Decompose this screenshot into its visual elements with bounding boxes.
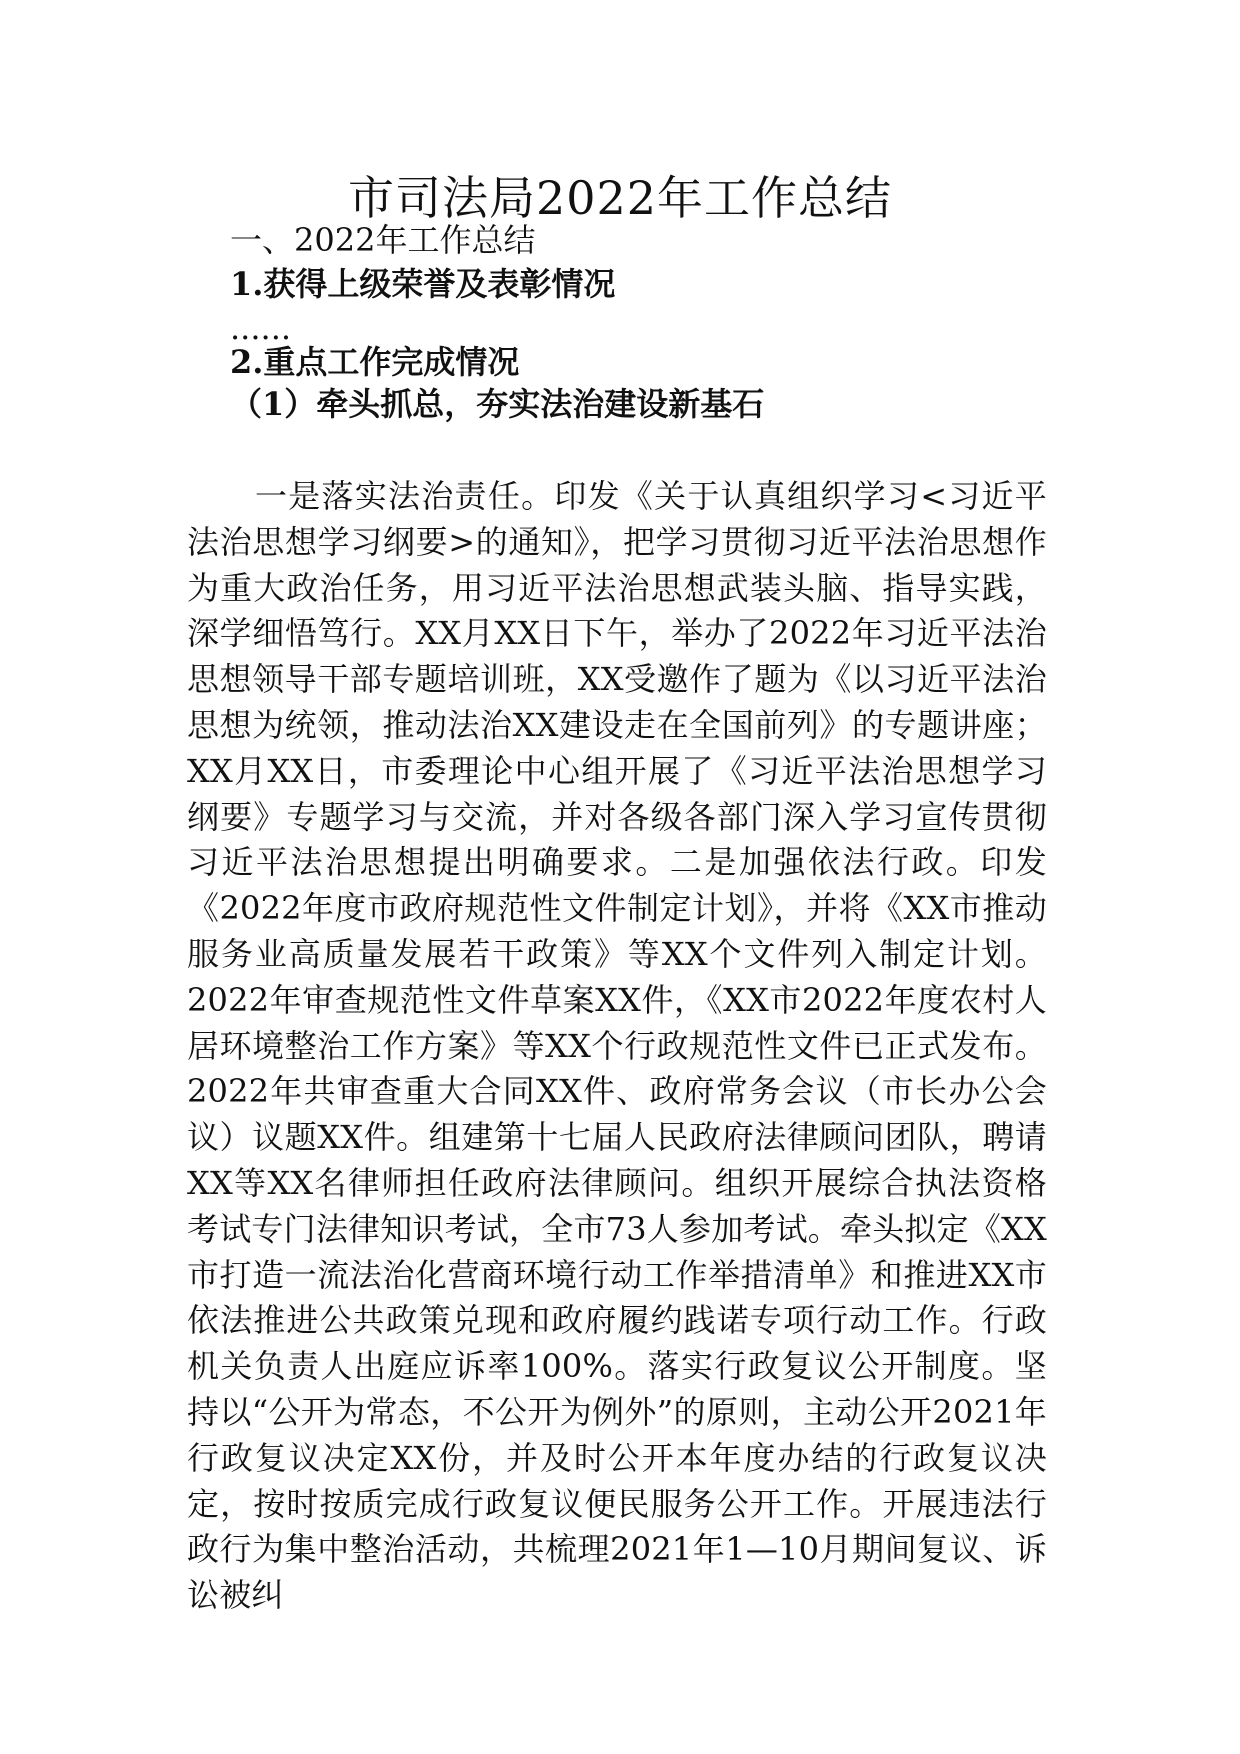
- subheading-honors: 1.获得上级荣誉及表彰情况: [230, 265, 616, 303]
- ellipsis-placeholder: ......: [230, 309, 292, 347]
- section-heading: 一、2022年工作总结: [230, 221, 536, 259]
- body-paragraph: 一是落实法治责任。印发《关于认真组织学习<习近平法治思想学习纲要>的通知》，把学习贯彻习近平法治思想作为重大政治任务，用习近平法治思想武装头脑、指导实践，深学细悟笃行。XX月XX日下午，举办了2022年习近平法治思想领导干部专题培训班，XX受邀作了题为《以习近平法治思想为统领，推动法治XX建设走在全国前列》的专题讲座；XX月XX日，市委理论中心组开展了《习近平法治思想学习纲要》专题学习与交流，并对各级各部门深入学习宣传贯彻习近平法治思想提出明确要求。二是加强依法行政。印发《2022年度市政府规范性文件制定计划》，并将《XX市推动服务业高质量发展若干政策》等XX个文件列入制定计划。2022年审查规范性文件草案XX件，《XX市2022年度农村人居环境整治工作方案》等XX个行政规范性文件已正式发布。2022年共审查重大合同XX件、政府常务会议（市长办公会议）议题XX件。组建第十七届人民政府法律顾问团队，聘请XX等XX名律师担任政府法律顾问。组织开展综合执法资格考试专门法律知识考试，全市73人参加考试。牵头拟定《XX市打造一流法治化营商环境行动工作举措清单》和推进XX市依法推进公共政策兑现和政府履约践诺专项行动工作。行政机关负责人出庭应诉率100%。落实行政复议公开制度。坚持以“公开为常态，不公开为例外”的原则，主动公开2021年行政复议决定XX份，并及时公开本年度办结的行政复议决定，按时按质完成行政复议便民服务公开工作。开展违法行政行为集中整治活动，共梳理2021年1—10月期间复议、诉讼被纠: [187, 477, 1047, 1615]
- subheading-key-work: 2.重点工作完成情况: [230, 343, 520, 381]
- subheading-rule-of-law: （1）牵头抓总，夯实法治建设新基石: [230, 385, 765, 423]
- document-title: 市司法局2022年工作总结: [347, 171, 893, 225]
